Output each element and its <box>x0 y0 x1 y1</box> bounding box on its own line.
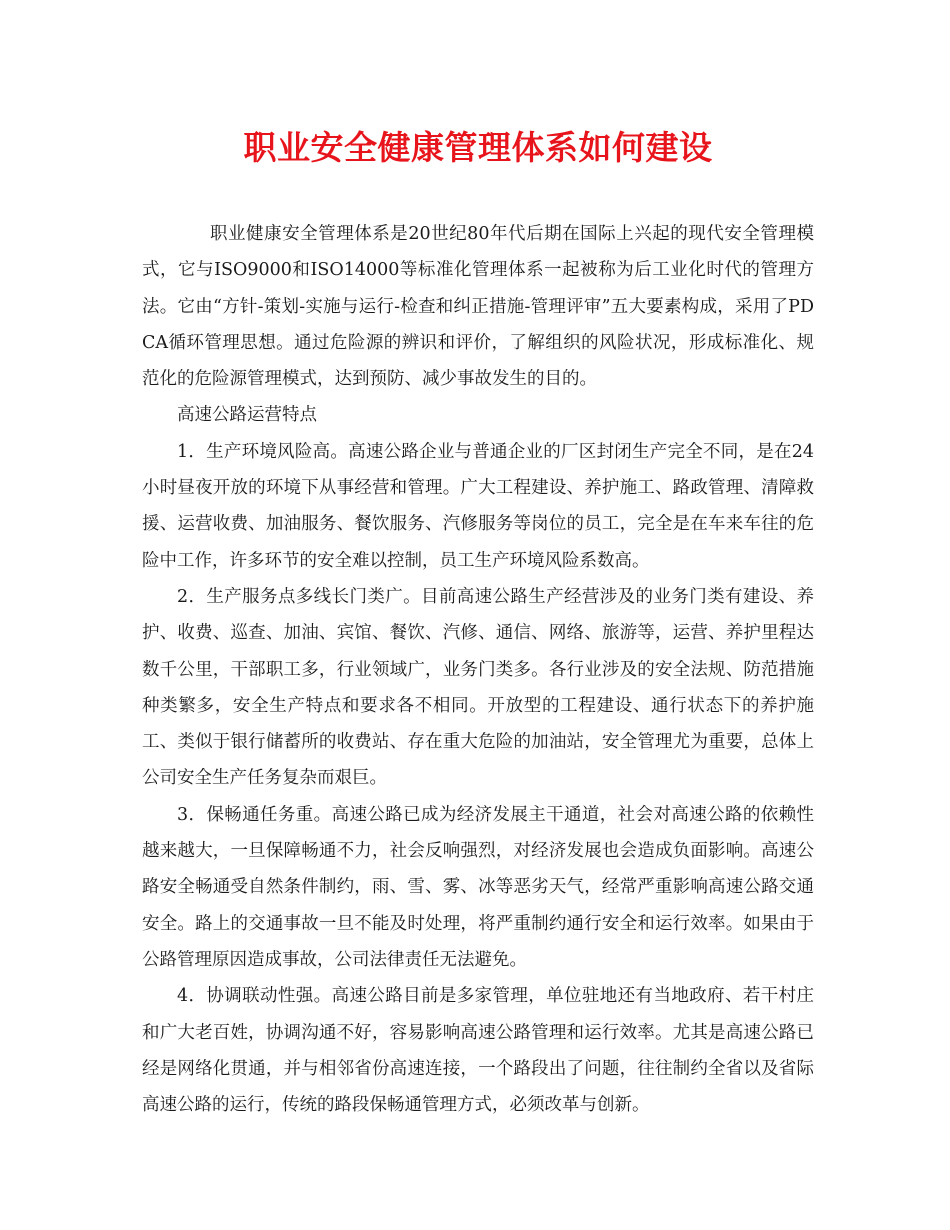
point-1-paragraph: 1．生产环境风险高。高速公路企业与普通企业的厂区封闭生产完全不同，是在24小时昼夜开放的环境下从事经营和管理。广大工程建设、养护施工、路政管理、清障救援、运营收费、加油服务、餐饮服务、汽修服务等岗位的员工，完全是在车来车往的危险中工作，许多环节的安全难以控制，员工生产环境风险系数高。 <box>142 441 814 571</box>
intro-paragraph: 职业健康安全管理体系是20世纪80年代后期在国际上兴起的现代安全管理模式，它与ISO9000和ISO14000等标准化管理体系一起被称为后工业化时代的管理方法。它由“方针-策划-实施与运行-检查和纠正措施-管理评审”五大要素构成，采用了PDCA循环管理思想。通过危险源的辨识和评价，了解组织的风险状况，形成标准化、规范化的危险源管理模式，达到预防、减少事故发生的目的。 <box>142 224 814 390</box>
section-heading: 高速公路运营特点 <box>177 405 317 426</box>
point-3-paragraph: 3．保畅通任务重。高速公路已成为经济发展主干通道，社会对高速公路的依赖性越来越大，一旦保障畅通不力，社会反响强烈，对经济发展也会造成负面影响。高速公路安全畅通受自然条件制约，雨、雪、雾、冰等恶劣天气，经常严重影响高速公路交通安全。路上的交通事故一旦不能及时处理，将严重制约通行安全和运行效率。如果由于公路管理原因造成事故，公司法律责任无法避免。 <box>142 804 814 970</box>
document-page <box>142 118 814 1123</box>
point-4-paragraph: 4．协调联动性强。高速公路目前是多家管理，单位驻地还有当地政府、若干村庄和广大老百姓，协调沟通不好，容易影响高速公路管理和运行效率。尤其是高速公路已经是网络化贯通，并与相邻省份高速连接，一个路段出了问题，往往制约全省以及省际高速公路的运行，传统的路段保畅通管理方式，必须改革与创新。 <box>142 986 814 1116</box>
point-2-paragraph: 2．生产服务点多线长门类广。目前高速公路生产经营涉及的业务门类有建设、养护、收费、巡查、加油、宾馆、餐饮、汽修、通信、网络、旅游等，运营、养护里程达数千公里，干部职工多，行业领域广，业务门类多。各行业涉及的安全法规、防范措施种类繁多，安全生产特点和要求各不相同。开放型的工程建设、通行状态下的养护施工、类似于银行储蓄所的收费站、存在重大危险的加油站，安全管理尤为重要，总体上公司安全生产任务复杂而艰巨。 <box>142 586 814 789</box>
document-body <box>142 216 814 1123</box>
document-title: 职业安全健康管理体系如何建设 <box>243 128 713 167</box>
